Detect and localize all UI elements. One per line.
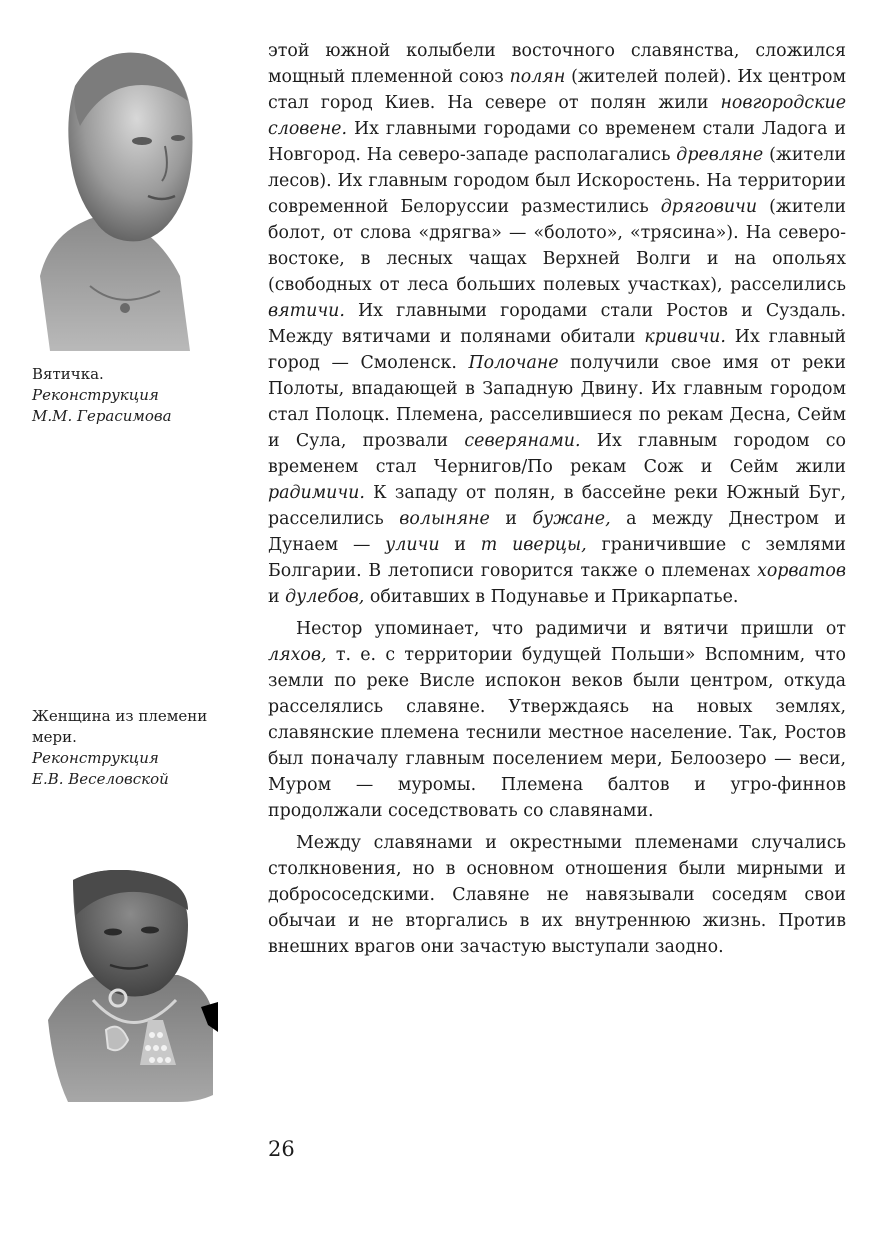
italic-term: ляхов, bbox=[268, 645, 327, 665]
paragraph bbox=[268, 38, 846, 610]
text-run: Между славянами и окрестными племенами случались столкновения, но в основном отношения были мирными и добрососедскими. Славяне не навязывали соседям свои обычаи и не вторгались в их внутреннюю жизнь. Против внешних врагов они зачастую выступали заодно. bbox=[268, 833, 846, 957]
page-number: 26 bbox=[268, 1137, 295, 1161]
caption-meri-woman bbox=[32, 706, 237, 790]
text-run: обитавших в Подунавье и Прикарпатье. bbox=[364, 587, 739, 607]
caption-reconstruction: Реконструкция bbox=[32, 386, 159, 404]
text-run: Нестор упоминает, что радимичи и вятичи пришли от bbox=[296, 619, 846, 639]
italic-term: уличи bbox=[385, 535, 440, 555]
italic-term: кривичи. bbox=[644, 327, 726, 347]
text-run: (жители лесов). Их главным городом был Искоростень. На территории современной Белоруссии разместились bbox=[268, 145, 846, 217]
text-run: Их главный город — Смоленск. bbox=[268, 327, 847, 373]
paragraph bbox=[268, 616, 846, 824]
italic-term: северянами. bbox=[464, 431, 581, 451]
italic-term: дряговичи bbox=[660, 197, 758, 217]
text-run: и bbox=[489, 509, 533, 529]
text-run: Их главным городом со временем стал Чернигов/По рекам Сож и Сейм жили bbox=[268, 431, 846, 477]
italic-term: т иверцы, bbox=[480, 535, 587, 555]
text-run: и bbox=[268, 587, 286, 607]
caption-reconstruction: Реконструкция bbox=[32, 749, 159, 767]
italic-term: хорватов bbox=[757, 561, 846, 581]
italic-term: волыняне bbox=[399, 509, 490, 529]
italic-term: вятичи. bbox=[268, 301, 345, 321]
text-run: получили свое имя от реки Полоты, впадающей в Западную Двину. Их главным городом стал Полоцк. Племена, расселившиеся по рекам Десна, Сейм и Сула, прозвали bbox=[268, 353, 846, 451]
caption-author: Е.В. Веселовской bbox=[32, 770, 169, 788]
text-run: Их главными городами со временем стали Ладога и Новгород. На северо-западе располагались bbox=[268, 119, 846, 165]
text-run: и bbox=[439, 535, 481, 555]
italic-term: радимичи. bbox=[268, 483, 365, 503]
text-run: К западу от полян, в бассейне реки Южный Буг, расселились bbox=[268, 483, 846, 529]
italic-term: новгородские словене. bbox=[268, 93, 846, 139]
caption-vyatichka bbox=[32, 364, 242, 427]
italic-term: дулебов, bbox=[285, 587, 365, 607]
text-run: а между Днестром и Дунаем — bbox=[268, 509, 846, 555]
italic-term: Полочане bbox=[468, 353, 559, 373]
main-text bbox=[268, 38, 846, 960]
text-run: (жителей полей). Их центром стал город Киев. На севере от полян жили bbox=[268, 67, 846, 113]
text-run: граничившие с землями Болгарии. В летописи говорится также о племенах bbox=[268, 535, 846, 581]
text-run: (жители болот, от слова «дрягва» — «болото», «трясина»). На северо-востоке, в лесных чащах Верхней Волги и на опольях (свободных от леса больших полевых участках), расселились bbox=[268, 197, 846, 295]
paragraph bbox=[268, 830, 846, 960]
italic-term: полян bbox=[509, 67, 566, 87]
sculpture-meri-woman-image bbox=[48, 870, 218, 1105]
text-run: т. е. с территории будущей Польши» Вспомним, что земли по реке Висле испокон веков были центром, откуда расселялись славяне. Утверждаясь на новых землях, славянские племена теснили местное население. Так, Ростов был поначалу главным поселением мери, Белоозеро — веси, Муром — муромы. Племена балтов и угро-финнов продолжали соседствовать со славянами. bbox=[268, 645, 846, 821]
text-run: этой южной колыбели восточного славянства, сложился мощный племенной союз bbox=[268, 41, 846, 87]
caption-author: М.М. Герасимова bbox=[32, 407, 172, 425]
caption-title: Вятичка. bbox=[32, 365, 104, 383]
sculpture-vyatichka-image bbox=[30, 46, 200, 351]
caption-title: Женщина из племени мери. bbox=[32, 707, 208, 746]
text-run: Их главными городами стали Ростов и Суздаль. Между вятичами и полянами обитали bbox=[268, 301, 846, 347]
italic-term: бужане, bbox=[532, 509, 611, 529]
italic-term: древляне bbox=[676, 145, 764, 165]
